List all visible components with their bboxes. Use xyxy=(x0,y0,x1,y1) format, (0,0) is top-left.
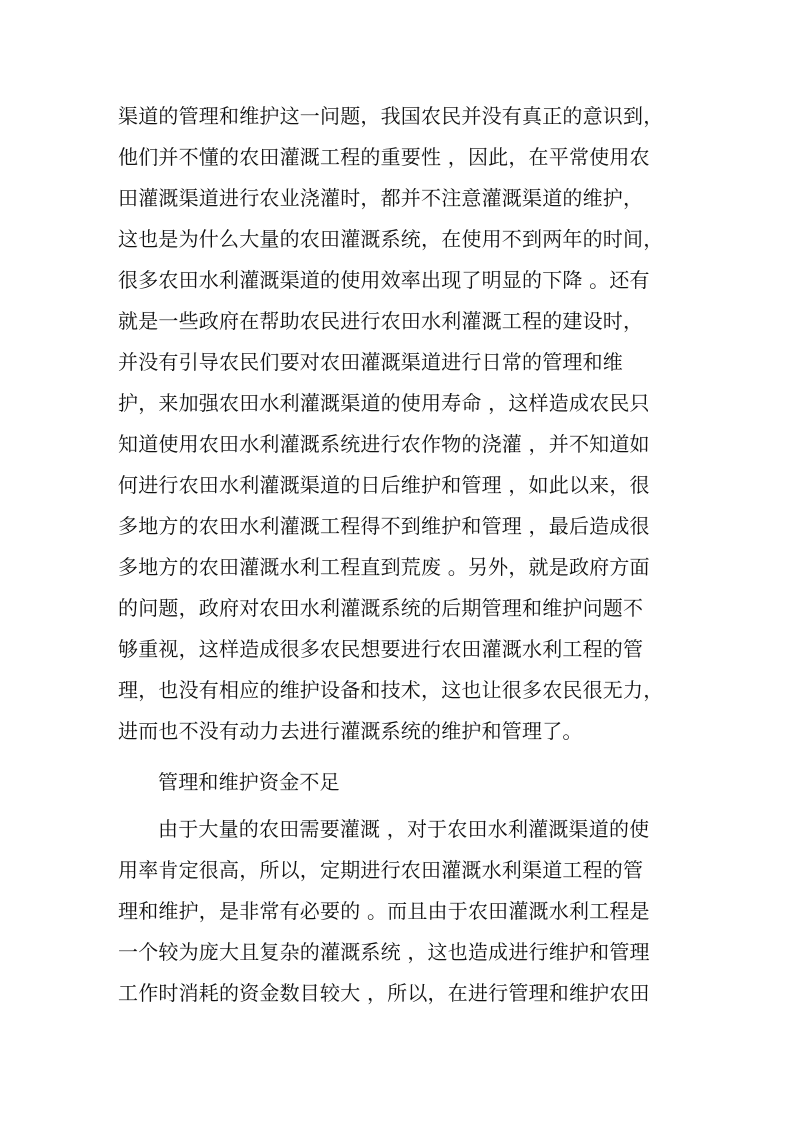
text-line: 用率肯定很高，所以，定期进行农田灌溉水利渠道工程的管 xyxy=(118,858,644,882)
text-line: 理，也没有相应的维护设备和技术，这也让很多农民很无力， xyxy=(118,678,664,702)
text-line: 知道使用农田水利灌溉系统进行农作物的浇灌 ，并不知道如 xyxy=(118,432,650,456)
text-line: 他们并不懂的农田灌溉工程的重要性 ，因此，在平常使用农 xyxy=(118,145,650,169)
text-line: 的问题，政府对农田水利灌溉系统的后期管理和维护问题不 xyxy=(118,596,644,620)
section-heading: 管理和维护资金不足 xyxy=(158,770,340,794)
text-line: 工作时消耗的资金数目较大 ，所以，在进行管理和维护农田 xyxy=(118,981,650,1005)
text-line: 进而也不没有动力去进行灌溉系统的维护和管理了。 xyxy=(118,719,583,743)
text-line: 多地方的农田水利灌溉工程得不到维护和管理 ，最后造成很 xyxy=(118,514,650,538)
text-line: 就是一些政府在帮助农民进行农田水利灌溉工程的建设时， xyxy=(118,309,644,333)
text-line: 多地方的农田灌溉水利工程直到荒废 。另外，就是政府方面 xyxy=(118,555,650,579)
text-line: 一个较为庞大且复杂的灌溉系统 ，这也造成进行维护和管理 xyxy=(118,940,650,964)
text-line: 这也是为什么大量的农田灌溉系统，在使用不到两年的时间， xyxy=(118,227,664,251)
text-line: 渠道的管理和维护这一问题，我国农民并没有真正的意识到， xyxy=(118,104,664,128)
text-line: 理和维护，是非常有必要的 。而且由于农田灌溉水利工程是 xyxy=(118,899,650,923)
text-line: 并没有引导农民们要对农田灌溉渠道进行日常的管理和维 xyxy=(118,350,623,374)
text-line: 很多农田水利灌溉渠道的使用效率出现了明显的下降 。还有 xyxy=(118,268,650,292)
text-line: 何进行农田水利灌溉渠道的日后维护和管理 ，如此以来，很 xyxy=(118,473,650,497)
text-line: 田灌溉渠道进行农业浇灌时，都并不注意灌溉渠道的维护， xyxy=(118,186,644,210)
text-line: 护，来加强农田水利灌溉渠道的使用寿命 ，这样造成农民只 xyxy=(118,391,650,415)
text-line: 由于大量的农田需要灌溉 ，对于农田水利灌溉渠道的使 xyxy=(158,817,650,841)
text-line: 够重视，这样造成很多农民想要进行农田灌溉水利工程的管 xyxy=(118,637,644,661)
